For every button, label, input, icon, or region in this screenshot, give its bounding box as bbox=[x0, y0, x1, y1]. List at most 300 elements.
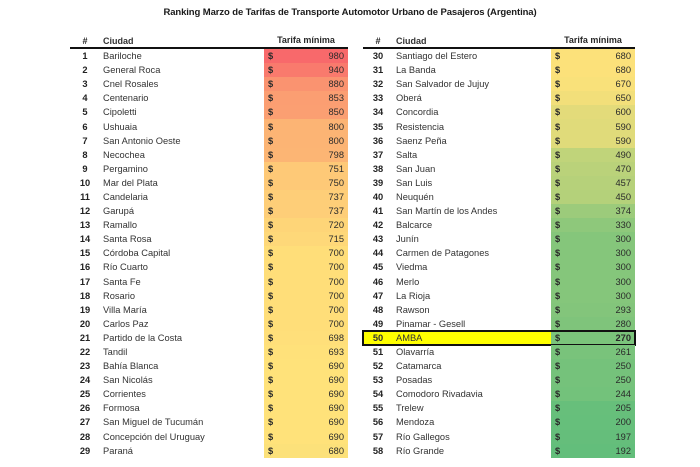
city-cell: Bariloche bbox=[103, 51, 142, 62]
fare-cell bbox=[551, 218, 635, 232]
table-row bbox=[70, 119, 348, 133]
rank-cell: 25 bbox=[79, 389, 91, 400]
currency-symbol: $ bbox=[268, 262, 274, 273]
fare-value: 698 bbox=[328, 332, 344, 343]
city-cell: Tandil bbox=[103, 347, 128, 358]
table-row bbox=[363, 373, 635, 387]
fare-value: 650 bbox=[615, 93, 631, 104]
table-row bbox=[363, 359, 635, 373]
currency-symbol: $ bbox=[555, 403, 561, 414]
fare-value: 800 bbox=[328, 135, 344, 146]
fare-value: 680 bbox=[328, 445, 344, 456]
currency-symbol: $ bbox=[555, 276, 561, 287]
rank-cell: 34 bbox=[372, 107, 384, 118]
rank-cell: 28 bbox=[79, 431, 91, 442]
table-row bbox=[70, 275, 348, 289]
table-row bbox=[363, 218, 635, 232]
table-row bbox=[363, 119, 635, 133]
city-cell: San Antonio Oeste bbox=[103, 135, 181, 146]
rank-cell: 2 bbox=[82, 65, 88, 76]
city-cell: Junín bbox=[396, 234, 419, 245]
rank-cell: 46 bbox=[372, 276, 384, 287]
rank-cell: 4 bbox=[82, 93, 88, 104]
table-row bbox=[70, 387, 348, 401]
rank-cell: 31 bbox=[372, 65, 384, 76]
city-cell: Río Gallegos bbox=[396, 431, 450, 442]
table-row bbox=[363, 63, 635, 77]
fare-cell bbox=[551, 331, 635, 345]
fare-cell bbox=[551, 246, 635, 260]
city-cell: Oberá bbox=[396, 93, 422, 104]
fare-cell bbox=[551, 275, 635, 289]
rank-cell: 54 bbox=[372, 389, 384, 400]
rank-cell: 17 bbox=[79, 276, 91, 287]
rank-cell: 6 bbox=[82, 121, 88, 132]
fare-cell bbox=[551, 49, 635, 63]
currency-symbol: $ bbox=[555, 347, 561, 358]
currency-symbol: $ bbox=[268, 248, 274, 259]
table-row bbox=[70, 232, 348, 246]
fare-value: 590 bbox=[615, 135, 631, 146]
fare-value: 980 bbox=[328, 51, 344, 62]
fare-value: 261 bbox=[615, 347, 631, 358]
fare-value: 300 bbox=[615, 276, 631, 287]
table-row bbox=[70, 430, 348, 444]
fare-value: 293 bbox=[615, 304, 631, 315]
city-cell: San Miguel de Tucumán bbox=[103, 417, 204, 428]
fare-cell bbox=[551, 204, 635, 218]
ranking-table-left bbox=[70, 33, 348, 458]
fare-value: 690 bbox=[328, 389, 344, 400]
fare-cell bbox=[264, 176, 348, 190]
fare-cell bbox=[264, 148, 348, 162]
rank-cell: 50 bbox=[372, 332, 384, 343]
fare-value: 590 bbox=[615, 121, 631, 132]
fare-value: 200 bbox=[615, 417, 631, 428]
city-cell: Catamarca bbox=[396, 361, 442, 372]
currency-symbol: $ bbox=[555, 93, 561, 104]
fare-value: 720 bbox=[328, 220, 344, 231]
fare-cell bbox=[264, 204, 348, 218]
table-header bbox=[70, 33, 348, 49]
table-row bbox=[363, 401, 635, 415]
rank-cell: 9 bbox=[82, 163, 88, 174]
rank-cell: 38 bbox=[372, 163, 384, 174]
fare-cell bbox=[551, 91, 635, 105]
city-cell: Santiago del Estero bbox=[396, 51, 478, 62]
table-row bbox=[363, 317, 635, 331]
fare-value: 690 bbox=[328, 431, 344, 442]
rank-cell: 58 bbox=[372, 445, 384, 456]
fare-cell bbox=[551, 289, 635, 303]
fare-value: 470 bbox=[615, 163, 631, 174]
table-header bbox=[363, 33, 635, 49]
rank-cell: 44 bbox=[372, 248, 384, 259]
city-cell: Pinamar - Gesell bbox=[396, 318, 466, 329]
fare-cell bbox=[264, 77, 348, 91]
rank-cell: 10 bbox=[79, 177, 91, 188]
currency-symbol: $ bbox=[268, 107, 274, 118]
currency-symbol: $ bbox=[268, 234, 274, 245]
city-cell: Ushuaia bbox=[103, 121, 138, 132]
city-cell: Ramallo bbox=[103, 220, 138, 231]
city-cell: Posadas bbox=[396, 375, 433, 386]
table-row bbox=[363, 49, 635, 63]
fare-value: 250 bbox=[615, 375, 631, 386]
table-row bbox=[70, 246, 348, 260]
table-body bbox=[363, 49, 635, 458]
currency-symbol: $ bbox=[555, 318, 561, 329]
fare-cell bbox=[264, 444, 348, 458]
rank-cell: 43 bbox=[372, 234, 384, 245]
currency-symbol: $ bbox=[268, 51, 274, 62]
fare-cell bbox=[551, 77, 635, 91]
rank-cell: 18 bbox=[79, 290, 91, 301]
fare-value: 690 bbox=[328, 417, 344, 428]
fare-cell bbox=[551, 260, 635, 274]
rank-cell: 37 bbox=[372, 149, 384, 160]
rank-cell: 12 bbox=[79, 206, 91, 217]
currency-symbol: $ bbox=[268, 177, 274, 188]
table-row bbox=[363, 162, 635, 176]
fare-value: 690 bbox=[328, 375, 344, 386]
table-row bbox=[363, 444, 635, 458]
fare-cell bbox=[551, 415, 635, 429]
table-row bbox=[363, 176, 635, 190]
city-cell: Pergamino bbox=[103, 163, 148, 174]
currency-symbol: $ bbox=[268, 304, 274, 315]
fare-cell bbox=[551, 119, 635, 133]
fare-cell bbox=[551, 444, 635, 458]
fare-value: 690 bbox=[328, 361, 344, 372]
currency-symbol: $ bbox=[555, 234, 561, 245]
fare-cell bbox=[551, 317, 635, 331]
currency-symbol: $ bbox=[555, 417, 561, 428]
currency-symbol: $ bbox=[268, 121, 274, 132]
rank-cell: 16 bbox=[79, 262, 91, 273]
rank-cell: 13 bbox=[79, 220, 91, 231]
table-row bbox=[70, 345, 348, 359]
table-row bbox=[363, 260, 635, 274]
fare-cell bbox=[264, 134, 348, 148]
currency-symbol: $ bbox=[555, 206, 561, 217]
fare-value: 250 bbox=[615, 361, 631, 372]
currency-symbol: $ bbox=[555, 431, 561, 442]
rank-cell: 39 bbox=[372, 177, 384, 188]
currency-symbol: $ bbox=[555, 163, 561, 174]
rank-cell: 42 bbox=[372, 220, 384, 231]
city-cell: Neuquén bbox=[396, 191, 434, 202]
city-cell: Resistencia bbox=[396, 121, 445, 132]
rank-cell: 41 bbox=[372, 206, 384, 217]
currency-symbol: $ bbox=[555, 51, 561, 62]
fare-cell bbox=[551, 63, 635, 77]
fare-value: 330 bbox=[615, 220, 631, 231]
table-row bbox=[363, 430, 635, 444]
rank-cell: 55 bbox=[372, 403, 384, 414]
city-cell: General Roca bbox=[103, 65, 161, 76]
fare-cell bbox=[551, 162, 635, 176]
fare-cell bbox=[551, 387, 635, 401]
fare-cell bbox=[264, 430, 348, 444]
table-row bbox=[70, 303, 348, 317]
fare-value: 680 bbox=[615, 65, 631, 76]
rank-cell: 21 bbox=[79, 332, 91, 343]
currency-symbol: $ bbox=[555, 121, 561, 132]
fare-cell bbox=[264, 162, 348, 176]
city-cell: Mendoza bbox=[396, 417, 435, 428]
fare-cell bbox=[264, 387, 348, 401]
fare-value: 700 bbox=[328, 318, 344, 329]
city-cell: Carlos Paz bbox=[103, 318, 149, 329]
table-row bbox=[70, 134, 348, 148]
rank-cell: 15 bbox=[79, 248, 91, 259]
currency-symbol: $ bbox=[555, 191, 561, 202]
city-cell: Mar del Plata bbox=[103, 177, 158, 188]
city-cell: La Banda bbox=[396, 65, 436, 76]
city-cell: Corrientes bbox=[103, 389, 146, 400]
currency-symbol: $ bbox=[555, 332, 561, 343]
city-cell: Rawson bbox=[396, 304, 430, 315]
city-cell: Garupá bbox=[103, 206, 135, 217]
table-row bbox=[363, 289, 635, 303]
currency-symbol: $ bbox=[555, 290, 561, 301]
fare-value: 880 bbox=[328, 79, 344, 90]
fare-cell bbox=[264, 105, 348, 119]
city-cell: Viedma bbox=[396, 262, 428, 273]
rank-cell: 32 bbox=[372, 79, 384, 90]
currency-symbol: $ bbox=[268, 389, 274, 400]
currency-symbol: $ bbox=[268, 93, 274, 104]
currency-symbol: $ bbox=[555, 65, 561, 76]
table-row bbox=[363, 415, 635, 429]
rank-cell: 14 bbox=[79, 234, 91, 245]
fare-cell bbox=[264, 218, 348, 232]
fare-value: 751 bbox=[328, 163, 344, 174]
table-row bbox=[70, 317, 348, 331]
fare-cell bbox=[551, 176, 635, 190]
rank-cell: 1 bbox=[82, 51, 88, 62]
city-cell: Santa Fe bbox=[103, 276, 141, 287]
fare-cell bbox=[264, 317, 348, 331]
currency-symbol: $ bbox=[268, 431, 274, 442]
table-row bbox=[363, 148, 635, 162]
rank-cell: 36 bbox=[372, 135, 384, 146]
fare-cell bbox=[264, 401, 348, 415]
fare-value: 300 bbox=[615, 262, 631, 273]
rank-cell: 26 bbox=[79, 403, 91, 414]
rank-cell: 40 bbox=[372, 191, 384, 202]
currency-symbol: $ bbox=[268, 347, 274, 358]
fare-cell bbox=[551, 345, 635, 359]
currency-symbol: $ bbox=[555, 262, 561, 273]
currency-symbol: $ bbox=[555, 445, 561, 456]
fare-value: 457 bbox=[615, 177, 631, 188]
fare-value: 798 bbox=[328, 149, 344, 160]
fare-value: 670 bbox=[615, 79, 631, 90]
currency-symbol: $ bbox=[555, 177, 561, 188]
city-cell: Concepción del Uruguay bbox=[103, 431, 205, 442]
header-rank: # bbox=[375, 36, 381, 46]
currency-symbol: $ bbox=[268, 220, 274, 231]
rank-cell: 20 bbox=[79, 318, 91, 329]
fare-cell bbox=[264, 373, 348, 387]
city-cell: Córdoba Capital bbox=[103, 248, 171, 259]
table-row bbox=[70, 260, 348, 274]
table-row bbox=[70, 49, 348, 63]
fare-value: 205 bbox=[615, 403, 631, 414]
fare-cell bbox=[264, 359, 348, 373]
table-row bbox=[70, 401, 348, 415]
currency-symbol: $ bbox=[555, 361, 561, 372]
currency-symbol: $ bbox=[268, 276, 274, 287]
fare-cell bbox=[551, 359, 635, 373]
table-row bbox=[363, 387, 635, 401]
currency-symbol: $ bbox=[268, 375, 274, 386]
table-row bbox=[70, 444, 348, 458]
fare-cell bbox=[264, 289, 348, 303]
currency-symbol: $ bbox=[268, 163, 274, 174]
city-cell: San Juan bbox=[396, 163, 436, 174]
city-cell: Santa Rosa bbox=[103, 234, 152, 245]
city-cell: Concordia bbox=[396, 107, 439, 118]
city-cell: Paraná bbox=[103, 445, 133, 456]
city-cell: San Martín de los Andes bbox=[396, 206, 498, 217]
fare-cell bbox=[551, 105, 635, 119]
table-row bbox=[70, 289, 348, 303]
currency-symbol: $ bbox=[268, 191, 274, 202]
rank-cell: 22 bbox=[79, 347, 91, 358]
fare-value: 300 bbox=[615, 248, 631, 259]
fare-cell bbox=[264, 260, 348, 274]
currency-symbol: $ bbox=[555, 375, 561, 386]
fare-value: 700 bbox=[328, 262, 344, 273]
fare-value: 600 bbox=[615, 107, 631, 118]
rank-cell: 7 bbox=[82, 135, 88, 146]
fare-cell bbox=[264, 331, 348, 345]
city-cell: Cnel Rosales bbox=[103, 79, 159, 90]
rank-cell: 52 bbox=[372, 361, 384, 372]
table-row bbox=[70, 359, 348, 373]
currency-symbol: $ bbox=[268, 417, 274, 428]
city-cell: La Rioja bbox=[396, 290, 431, 301]
fare-value: 715 bbox=[328, 234, 344, 245]
city-cell: Balcarce bbox=[396, 220, 433, 231]
fare-value: 244 bbox=[615, 389, 631, 400]
table-row bbox=[363, 77, 635, 91]
fare-value: 940 bbox=[328, 65, 344, 76]
city-cell: Rosario bbox=[103, 290, 136, 301]
currency-symbol: $ bbox=[268, 318, 274, 329]
fare-value: 850 bbox=[328, 107, 344, 118]
currency-symbol: $ bbox=[555, 79, 561, 90]
currency-symbol: $ bbox=[268, 149, 274, 160]
fare-value: 737 bbox=[328, 191, 344, 202]
table-row bbox=[363, 190, 635, 204]
fare-cell bbox=[551, 401, 635, 415]
fare-value: 693 bbox=[328, 347, 344, 358]
currency-symbol: $ bbox=[268, 206, 274, 217]
table-row bbox=[363, 232, 635, 246]
fare-cell bbox=[551, 232, 635, 246]
rank-cell: 29 bbox=[79, 445, 91, 456]
fare-cell bbox=[264, 190, 348, 204]
fare-value: 270 bbox=[615, 332, 631, 343]
header-city: Ciudad bbox=[396, 36, 427, 46]
table-row bbox=[363, 275, 635, 289]
currency-symbol: $ bbox=[268, 445, 274, 456]
city-cell: Carmen de Patagones bbox=[396, 248, 490, 259]
currency-symbol: $ bbox=[555, 135, 561, 146]
rank-cell: 8 bbox=[82, 149, 88, 160]
currency-symbol: $ bbox=[268, 79, 274, 90]
fare-cell bbox=[264, 232, 348, 246]
currency-symbol: $ bbox=[555, 220, 561, 231]
rank-cell: 49 bbox=[372, 318, 384, 329]
table-row bbox=[70, 373, 348, 387]
rank-cell: 53 bbox=[372, 375, 384, 386]
fare-value: 490 bbox=[615, 149, 631, 160]
fare-value: 700 bbox=[328, 248, 344, 259]
fare-cell bbox=[551, 148, 635, 162]
fare-value: 450 bbox=[615, 191, 631, 202]
table-row bbox=[70, 63, 348, 77]
city-cell: AMBA bbox=[396, 332, 423, 343]
city-cell: Río Grande bbox=[396, 445, 445, 456]
rank-cell: 45 bbox=[372, 262, 384, 273]
rank-cell: 11 bbox=[80, 191, 90, 202]
fare-value: 300 bbox=[615, 234, 631, 245]
table-row bbox=[363, 204, 635, 218]
fare-cell bbox=[264, 303, 348, 317]
city-cell: San Luis bbox=[396, 177, 433, 188]
rank-cell: 5 bbox=[82, 107, 88, 118]
currency-symbol: $ bbox=[555, 389, 561, 400]
city-cell: Bahía Blanca bbox=[103, 361, 159, 372]
table-row bbox=[363, 105, 635, 119]
fare-cell bbox=[264, 345, 348, 359]
fare-value: 197 bbox=[615, 431, 631, 442]
city-cell: Cipoletti bbox=[103, 107, 137, 118]
rank-cell: 57 bbox=[372, 431, 384, 442]
rank-cell: 23 bbox=[79, 361, 91, 372]
currency-symbol: $ bbox=[268, 65, 274, 76]
table-row bbox=[70, 415, 348, 429]
fare-value: 680 bbox=[615, 51, 631, 62]
currency-symbol: $ bbox=[268, 361, 274, 372]
city-cell: Candelaria bbox=[103, 191, 148, 202]
city-cell: Villa María bbox=[103, 304, 147, 315]
city-cell: Necochea bbox=[103, 149, 145, 160]
table-row bbox=[70, 218, 348, 232]
fare-cell bbox=[264, 246, 348, 260]
fare-value: 690 bbox=[328, 403, 344, 414]
fare-value: 700 bbox=[328, 276, 344, 287]
fare-cell bbox=[264, 119, 348, 133]
fare-cell bbox=[551, 190, 635, 204]
fare-cell bbox=[264, 49, 348, 63]
table-row bbox=[70, 190, 348, 204]
rank-cell: 19 bbox=[79, 304, 91, 315]
rank-cell: 35 bbox=[372, 121, 384, 132]
table-row bbox=[70, 91, 348, 105]
rank-cell: 30 bbox=[372, 51, 384, 62]
fare-cell bbox=[551, 303, 635, 317]
table-row bbox=[363, 246, 635, 260]
table-row bbox=[70, 77, 348, 91]
city-cell: Merlo bbox=[396, 276, 420, 287]
table-row bbox=[70, 162, 348, 176]
